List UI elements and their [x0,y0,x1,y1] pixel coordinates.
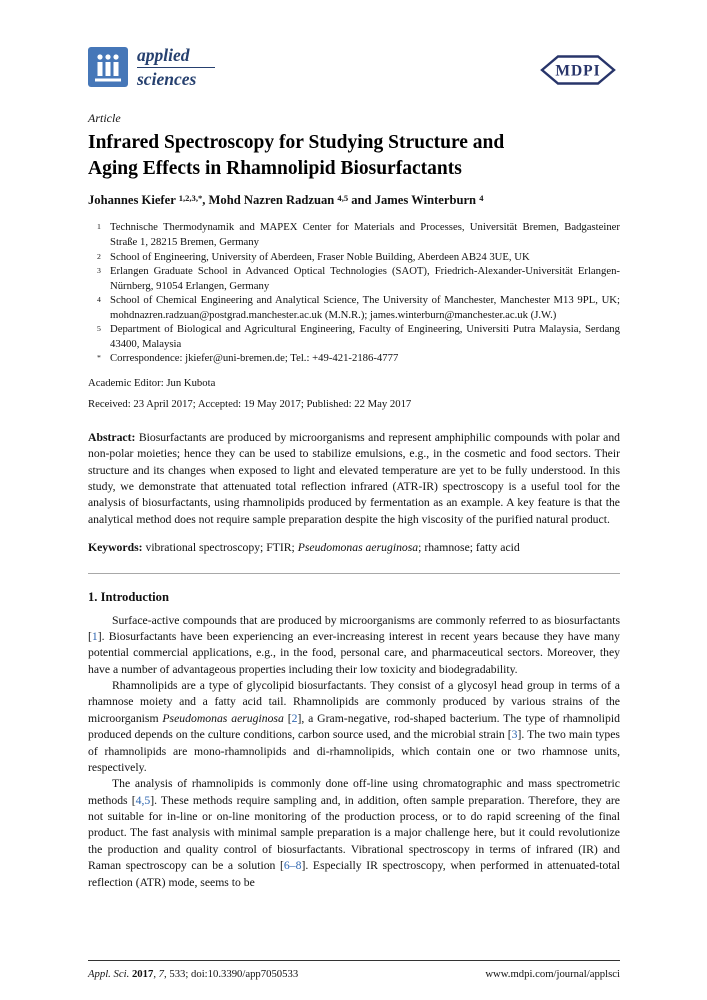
correspondence-item [88,351,620,366]
text-segment: Correspondence: [110,352,186,365]
affiliation-marker: 2 [97,251,101,261]
citation-ref[interactable]: 6–8 [283,859,302,873]
email-link[interactable]: jkiefer@uni-bremen.de [185,352,285,365]
text-segment: Erlangen Graduate School in Advanced Optical Technologies (SAOT), Friedrich-Alexander-Universität Erlangen-Nürnberg, 91054 Erlangen, Germany [110,265,620,292]
author-affiliation-marker: 1,2,3,* [178,192,203,203]
keywords-label: Keywords: [88,541,143,555]
text-segment: Surface-active compounds that are produced by microorganisms are commonly referred to as biosurfactants [ [88,613,620,643]
citation-ref[interactable]: 1 [91,629,98,643]
dates-line: Received: 23 April 2017; Accepted: 19 May 2017; Published: 22 May 2017 [88,397,412,410]
journal-wordmark-divider [137,67,215,68]
author-name: Johannes Kiefer [88,193,179,208]
keywords-text [145,541,519,554]
email-link[interactable]: mohdnazren.radzuan@postgrad.manchester.ac.uk [110,308,323,321]
body-paragraph [88,678,620,776]
abstract-text: Biosurfactants are produced by microorganisms and represent amphiphilic compounds with polar and non-polar moieties; hence they can be used to stabilize emulsions, e.g., in the cosmetic and food sectors. Their structure and its changes when exposed to light and elevated temperature are yet to be fully understood. In this study, we demonstrate that attenuated total reflection infrared (ATR-IR) spectroscopy is a useful tool for the analysis of biosurfactants, using rhamnolipids produced by fermentation as an example. A key feature is that the analytical method does not require sample preparation despite the high viscosity of the purified natural product. [88,430,621,526]
authors-line [88,193,620,208]
affiliation-item [88,293,620,322]
affiliation-text [110,250,620,265]
title-line: Infrared Spectroscopy for Studying Structure and [88,132,505,153]
correspondence-text [110,351,620,366]
affiliation-text [110,322,620,351]
keywords-line [88,540,620,556]
text-segment: , 533; doi:10.3390/app7050533 [164,968,299,980]
text-segment: Department of Biological and Agricultural Engineering, Faculty of Engineering, Universiti Putra Malaysia, Serdang 43400, Malaysia [110,323,620,350]
affiliation-marker: 5 [97,324,101,334]
mdpi-logo-text: MDPI [555,62,601,80]
affiliation-marker: 1 [97,222,101,232]
page-title [88,130,620,181]
footer-journal-url[interactable]: www.mdpi.com/journal/applsci [485,968,620,980]
affiliation-marker: 3 [97,266,101,276]
applied-sciences-logo-icon [88,47,128,87]
text-segment: ]. The two main types of rhamnolipids are mono-rhamnolipids and di-rhamnolipids, which contain one or two rhamnose units, respectively. [88,728,620,774]
journal-wordmark-line2: sciences [137,68,197,89]
text-segment: Technische Thermodynamik and MAPEX Center for Materials and Processes, Universität Bremen, Badgasteiner Straße 1, 28215 Bremen, Germany [110,221,620,249]
applied-sciences-logo[interactable] [88,46,215,89]
body-paragraph [88,613,620,679]
journal-wordmark-line1: applied [137,45,190,65]
text-segment: Rhamnolipids are a type of glycolipid biosurfactants. They consist of a glycosyl head group in terms of a rhamnose moiety and a fatty acid tail. Rhamnolipids are commonly produced by various strains of the microorganism [88,679,620,725]
affiliation-item [88,250,620,265]
masthead [88,46,620,93]
text-segment: 7 [158,968,164,980]
text-segment: (J.W.) [527,308,557,321]
mdpi-logo-icon [536,52,620,88]
body-paragraph [88,776,620,891]
text-segment: The analysis of rhamnolipids is commonly done off-line using chromatographic and mass spectrometric methods [ [88,777,620,807]
affiliation-text [110,293,620,322]
text-segment: School of Chemical Engineering and Analytical Science, The University of Manchester, Manchester M13 9PL, UK; [110,294,620,307]
citation-ref[interactable]: 2 [291,711,298,725]
abstract-label: Abstract: [88,430,136,444]
affiliation-item [88,220,620,249]
affiliation-text [110,220,620,249]
text-segment: ]. Especially IR spectroscopy, when performed in attenuated-total reflection (ATR) mode, seems to be [88,859,620,889]
section-divider [88,573,620,574]
text-segment: Pseudomonas aeruginosa [162,711,284,725]
affiliation-marker: 4 [97,295,101,305]
mdpi-logo[interactable] [536,52,620,93]
title-line: Aging Effects in Rhamnolipid Biosurfactants [88,157,462,179]
text-segment: (M.N.R.); [322,308,371,321]
correspondence-marker: * [97,353,101,363]
text-segment: [ [283,711,292,725]
text-segment: ], a Gram-negative, rod-shaped bacterium. The type of rhamnolipid produced depends on the culture conditions, carbon source used, and the microbial strain [ [88,711,620,742]
footer-citation [88,968,298,980]
citation-ref[interactable]: 3 [511,728,518,742]
text-segment: Appl. Sci. [88,968,132,980]
text-segment: ]. Biosurfactants have been experiencing an ever-increasing interest in recent years because they have many potential commercial applications, e.g., in the food, personal care, and pharmaceutical sectors. Moreover, they have a number of advantageous properties including their low toxicity and biodegradability. [88,629,620,676]
article-type-label: Article [88,111,121,125]
page-footer [88,960,620,980]
affiliations-list [88,220,620,365]
text-segment: ; rhamnose; fatty acid [418,541,520,555]
text-segment: 2017 [131,968,154,980]
text-segment: vibrational spectroscopy; FTIR; [145,541,298,555]
author-name: and James Winterburn [348,193,480,208]
journal-wordmark [137,46,215,89]
academic-editor-line: Academic Editor: Jun Kubota [88,376,216,389]
citation-ref[interactable]: 4,5 [135,793,151,807]
email-link[interactable]: james.winterburn@manchester.ac.uk [370,308,528,321]
author-name: , Mohd Nazren Radzuan [202,193,338,208]
text-segment: ; Tel.: +49-421-2186-4777 [284,352,399,365]
affiliation-text [110,264,620,293]
author-affiliation-marker: 4,5 [337,192,349,203]
text-segment: Pseudomonas aeruginosa [297,541,419,555]
text-segment: School of Engineering, University of Aberdeen, Fraser Noble Building, Aberdeen AB24 3UE, UK [110,250,530,263]
author-affiliation-marker: 4 [479,192,484,203]
affiliation-item [88,322,620,351]
affiliation-item [88,264,620,293]
text-segment: , [153,968,159,980]
abstract [88,430,620,528]
text-segment: ]. These methods require sampling and, in addition, often sample preparation. Therefore, they are not suitable for in-line or on-line monitoring of the production process, or to do rapid screening of the final product. The fast analysis with minimal sample preparation is a major challenge here, but it could revolutionize the production and quality control of biosurfactants. Vibrational spectroscopy in terms of infrared (IR) and Raman spectroscopy can be a solution [ [88,793,620,873]
section-heading-introduction: 1. Introduction [88,589,169,604]
